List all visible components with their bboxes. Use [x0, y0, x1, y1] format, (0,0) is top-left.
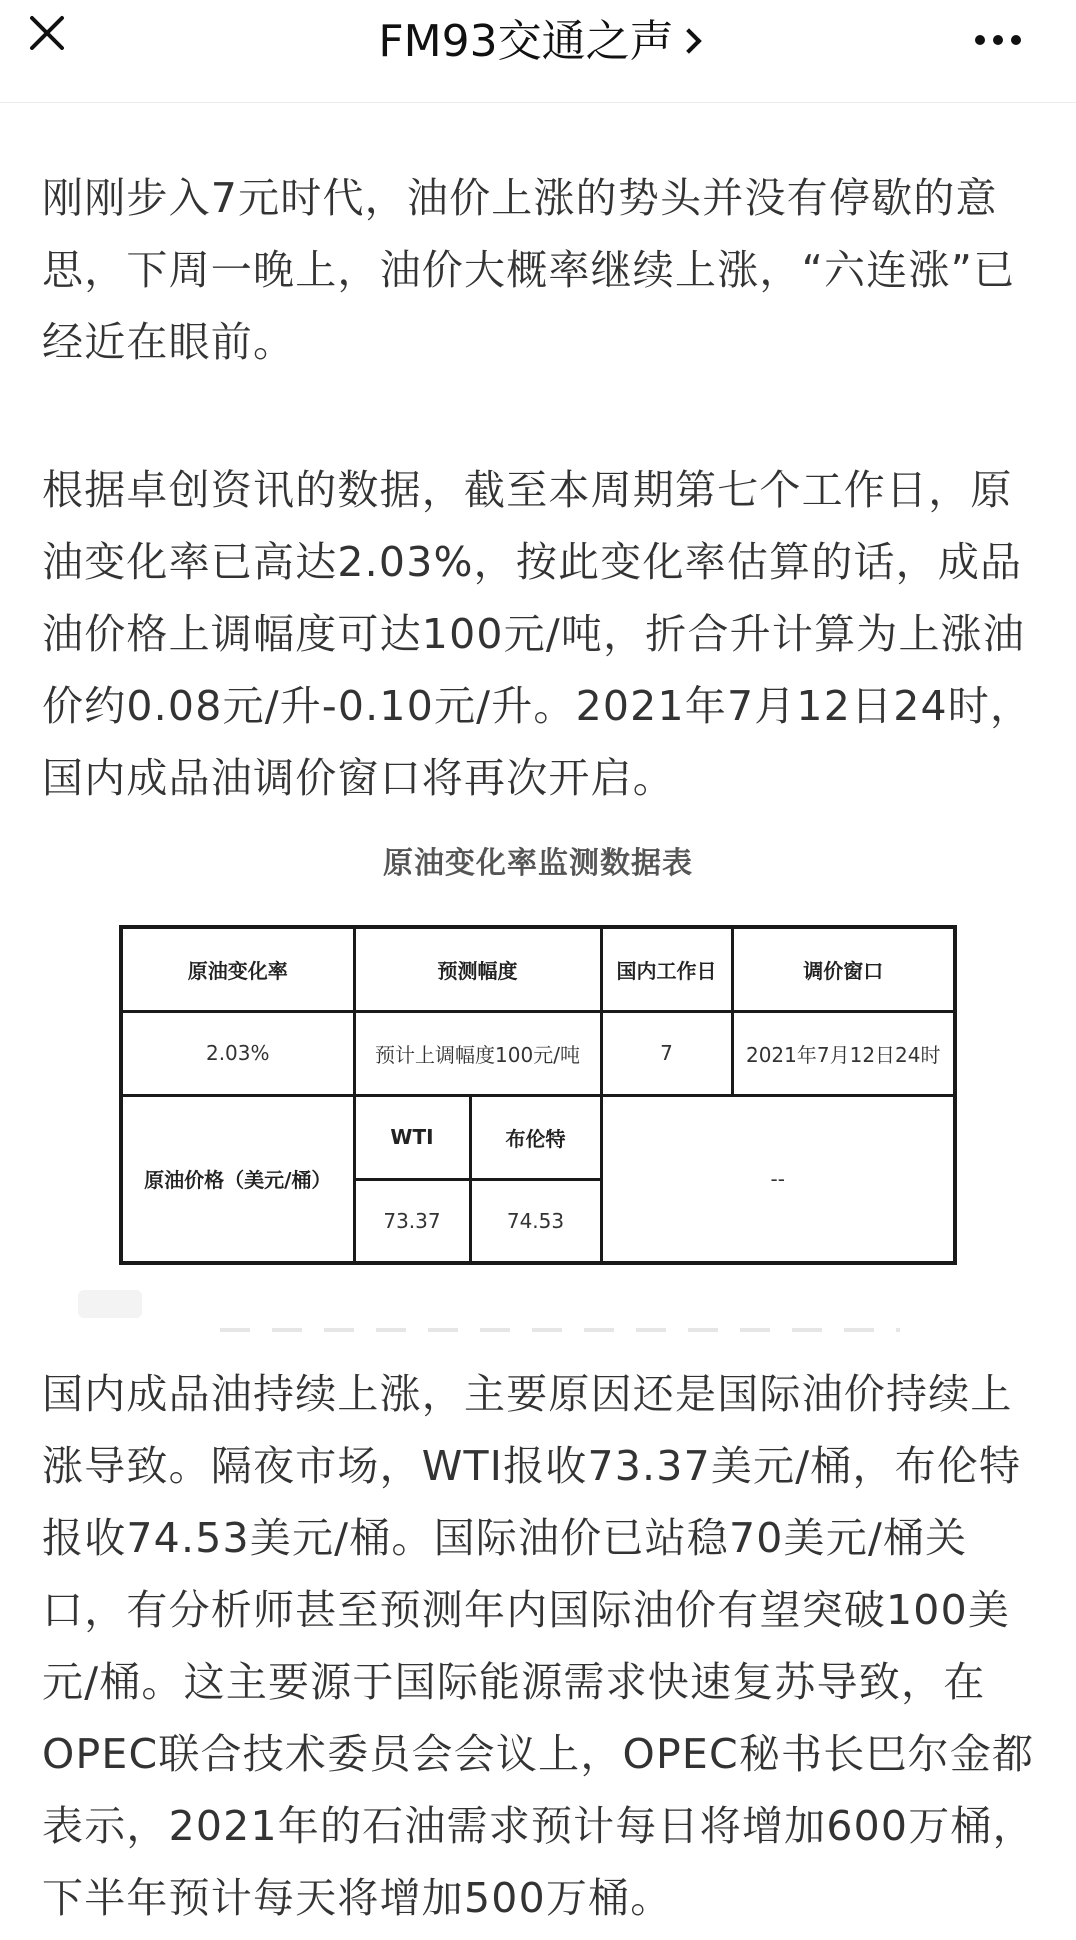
table-caption: 原油变化率监测数据表: [383, 846, 693, 881]
faded-text-line: [220, 1328, 900, 1332]
label-brent: 布伦特: [470, 1095, 601, 1179]
header-forecast: 预测幅度: [354, 927, 601, 1011]
label-crude-price: 原油价格（美元/桶）: [121, 1095, 354, 1263]
header-workdays: 国内工作日: [601, 927, 732, 1011]
article-paragraph-1: 刚刚步入7元时代，油价上涨的势头并没有停歇的意思，下周一晚上，油价大概率继续上涨，“六连涨”已经近在眼前。: [42, 174, 1016, 366]
value-change-rate: 2.03%: [121, 1011, 354, 1095]
more-dots-icon: [966, 22, 1036, 62]
crude-oil-monitoring-table: [119, 925, 957, 1265]
page-title: FM93交通之声: [378, 16, 674, 67]
chevron-right-icon: [676, 28, 701, 53]
top-bar: [0, 0, 1076, 103]
value-forecast: 预计上调幅度100元/吨: [354, 1011, 601, 1095]
cell-placeholder: --: [601, 1095, 955, 1263]
header-window: 调价窗口: [732, 927, 955, 1011]
label-wti: WTI: [354, 1095, 470, 1179]
faded-watermark: [78, 1290, 142, 1318]
article-paragraph-3: 国内成品油持续上涨，主要原因还是国际油价持续上涨导致。隔夜市场，WTI报收73.37美元/桶，布伦特报收74.53美元/桶。国际油价已站稳70美元/桶关口，有分析师甚至预测年内国际油价有望突破100美元/桶。这主要源于国际能源需求快速复苏导致，在OPEC联合技术委员会会议上，OPEC秘书长巴尔金都表示，2021年的石油需求预计每日将增加600万桶，下半年预计每天将增加500万桶。: [42, 1370, 1035, 1922]
account-title-link[interactable]: [0, 14, 1076, 70]
value-window: 2021年7月12日24时: [732, 1011, 955, 1095]
value-workdays: 7: [601, 1011, 732, 1095]
article-paragraph-2: 根据卓创资讯的数据，截至本周期第七个工作日，原油变化率已高达2.03%，按此变化率估算的话，成品油价格上调幅度可达100元/吨，折合升计算为上涨油价约0.08元/升-0.10元/升。2021年7月12日24时，国内成品油调价窗口将再次开启。: [42, 466, 1033, 802]
value-wti: 73.37: [354, 1179, 470, 1263]
header-change-rate: 原油变化率: [121, 927, 354, 1011]
value-brent: 74.53: [470, 1179, 601, 1263]
more-options-button[interactable]: [966, 22, 1036, 62]
